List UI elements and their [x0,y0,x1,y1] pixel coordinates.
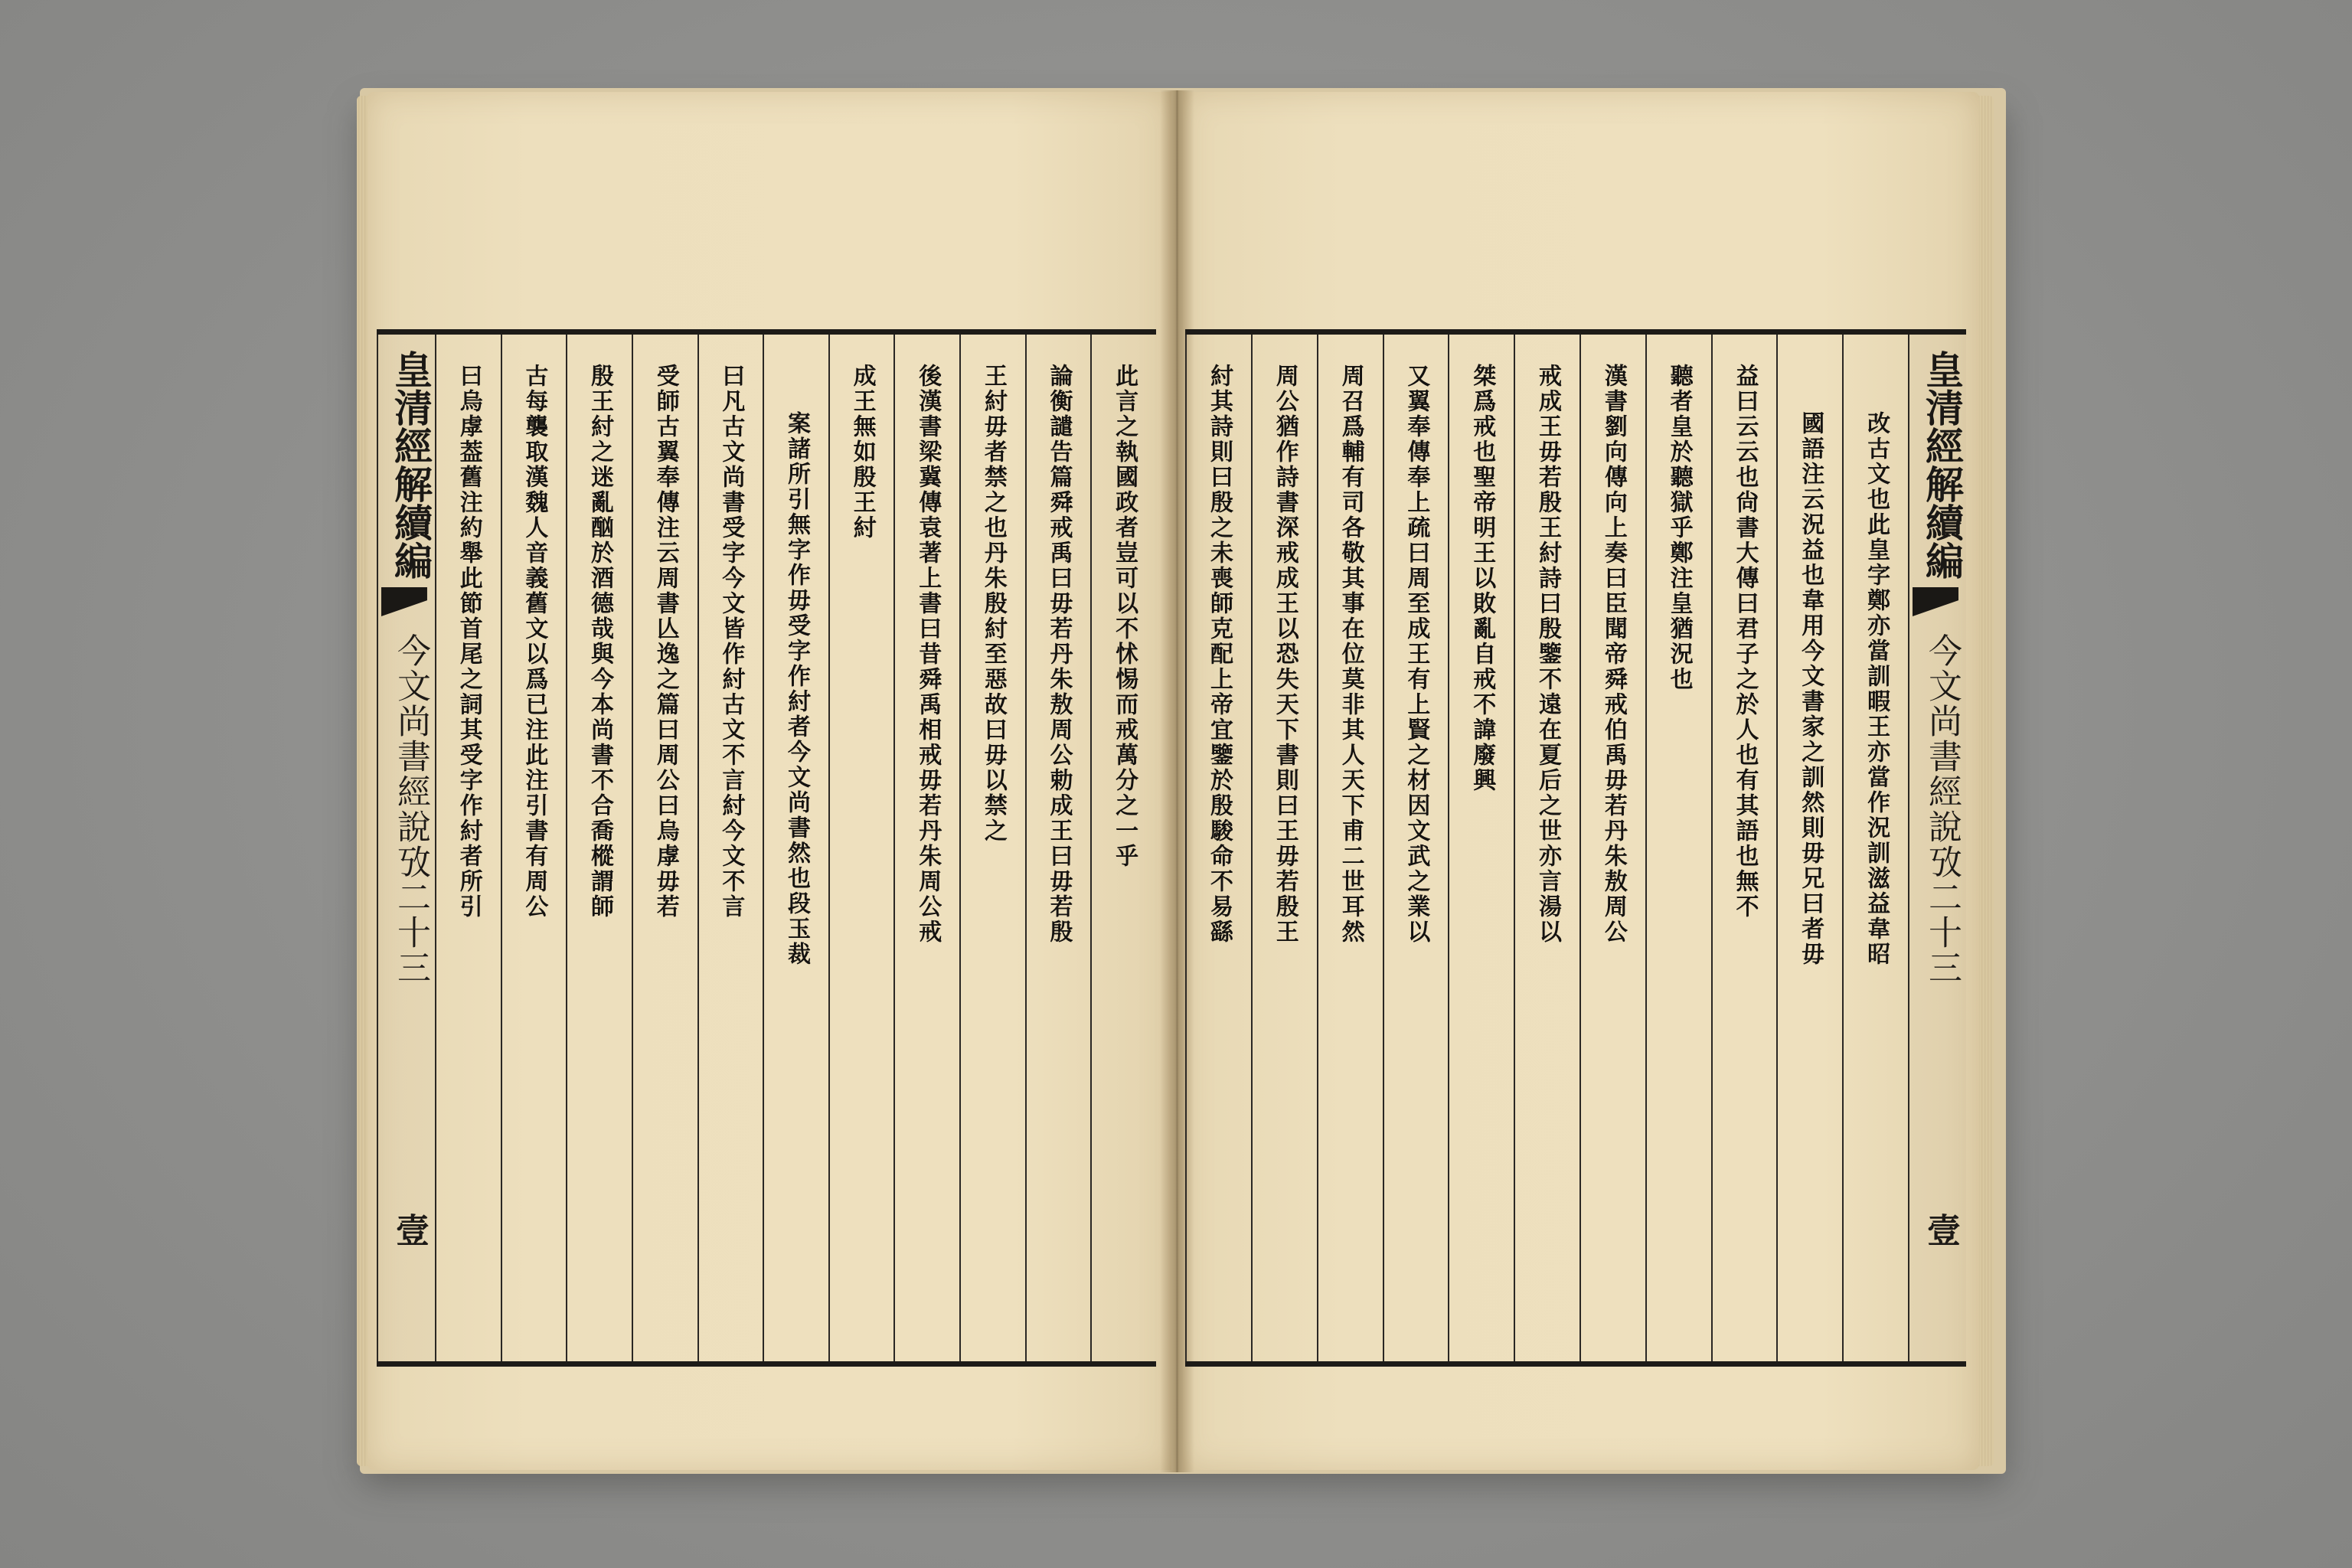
text-column [763,335,828,1361]
column-text: 此言之執國政者豈可以不怵惕而戒萬分之一乎 [1111,364,1138,869]
column-text: 王紂毋者禁之也丹朱殷紂至惡故曰毋以禁之 [979,364,1007,844]
text-column [1842,335,1908,1361]
column-text: 聽者皇於聽獄乎鄭注皇猶況也 [1665,364,1693,692]
column-text: 案諸所引無字作毋受字作紂者今文尚書然也段玉裁 [782,411,810,967]
text-column [893,335,959,1361]
right-text-columns [1185,335,1966,1361]
text-column [1776,335,1842,1361]
text-column [1711,335,1777,1361]
column-text: 曰烏虖葢舊注約舉此節首尾之詞其受字作紂者所引 [455,364,482,920]
banxin-title: 皇清經解續編 [387,350,433,580]
text-column [1448,335,1514,1361]
text-column [632,335,697,1361]
text-column [501,335,567,1361]
fishtail-mark [1913,587,1958,616]
frame-top-rule [1185,329,1966,335]
text-column [1025,335,1091,1361]
frame-bottom-rule [1185,1361,1966,1367]
column-text: 桀爲戒也聖帝明王以敗亂自戒不諱廢興 [1468,364,1496,793]
column-text: 改古文也此皇字鄭亦當訓暇王亦當作況訓滋益韋昭 [1863,411,1890,967]
left-page-frame [377,329,1156,1367]
column-text: 益曰云云也尙書大傳曰君子之於人也有其語也無不 [1731,364,1759,920]
column-text: 周公猶作詩書深戒成王以恐失天下書則曰王毋若殷王 [1271,364,1298,945]
column-text: 古每襲取漢魏人音義舊文以爲已注此注引書有周公 [521,364,548,920]
folio-number: 壹 [389,1213,429,1246]
frame-bottom-rule [377,1361,1156,1367]
text-column [1090,335,1156,1361]
column-text: 國語注云況益也韋用今文書家之訓然則毋兄曰者毋 [1797,411,1824,967]
banxin-section: 今文尚書經說攷二十三 [1922,633,1962,985]
column-text: 漢書劉向傳向上奏曰臣聞帝舜戒伯禹毋若丹朱敖周公 [1599,364,1627,945]
column-text: 周召爲輔有司各敬其事在位莫非其人天下甫二世耳然 [1337,364,1364,945]
text-column [1251,335,1317,1361]
column-text: 紂其詩則曰殷之未喪師克配上帝宜鑒於殷駿命不易繇 [1205,364,1233,945]
fishtail-mark [381,587,427,616]
frame-top-rule [377,329,1156,335]
column-text: 受師古翼奉傳注云周書亾逸之篇曰周公曰烏虖毋若 [652,364,679,920]
column-text: 後漢書梁冀傳袁著上書曰昔舜禹相戒毋若丹朱周公戒 [914,364,942,945]
column-text: 成王無如殷王紂 [848,364,876,541]
right-page-frame [1185,329,1966,1367]
column-text: 殷王紂之迷亂酗於酒德哉與今本尚書不合喬樅謂師 [586,364,614,920]
text-column [697,335,763,1361]
column-text: 論衡譴告篇舜戒禹曰毋若丹朱敖周公勅成王曰毋若殷 [1045,364,1073,945]
column-text: 曰凡古文尚書受字今文皆作紂古文不言紂今文不言 [717,364,745,920]
folio-number: 壹 [1921,1213,1960,1246]
text-column [1185,335,1251,1361]
text-column [1514,335,1579,1361]
text-column [1579,335,1645,1361]
text-column [1317,335,1383,1361]
banxin-title: 皇清經解續編 [1919,350,1965,580]
text-column [566,335,632,1361]
right-banxin [1908,335,1966,1361]
column-text: 又翼奉傳奉上疏曰周至成王有上賢之材因文武之業以 [1403,364,1430,945]
text-column [828,335,894,1361]
right-page-edges [1977,96,1994,1466]
text-column [1383,335,1449,1361]
left-banxin [377,335,435,1361]
left-text-columns [377,335,1156,1361]
text-column [959,335,1025,1361]
text-column [435,335,501,1361]
banxin-section: 今文尚書經說攷二十三 [390,633,430,985]
text-column [1645,335,1711,1361]
column-text: 戒成王毋若殷王紂詩曰殷鑒不遠在夏后之世亦言湯以 [1534,364,1562,945]
